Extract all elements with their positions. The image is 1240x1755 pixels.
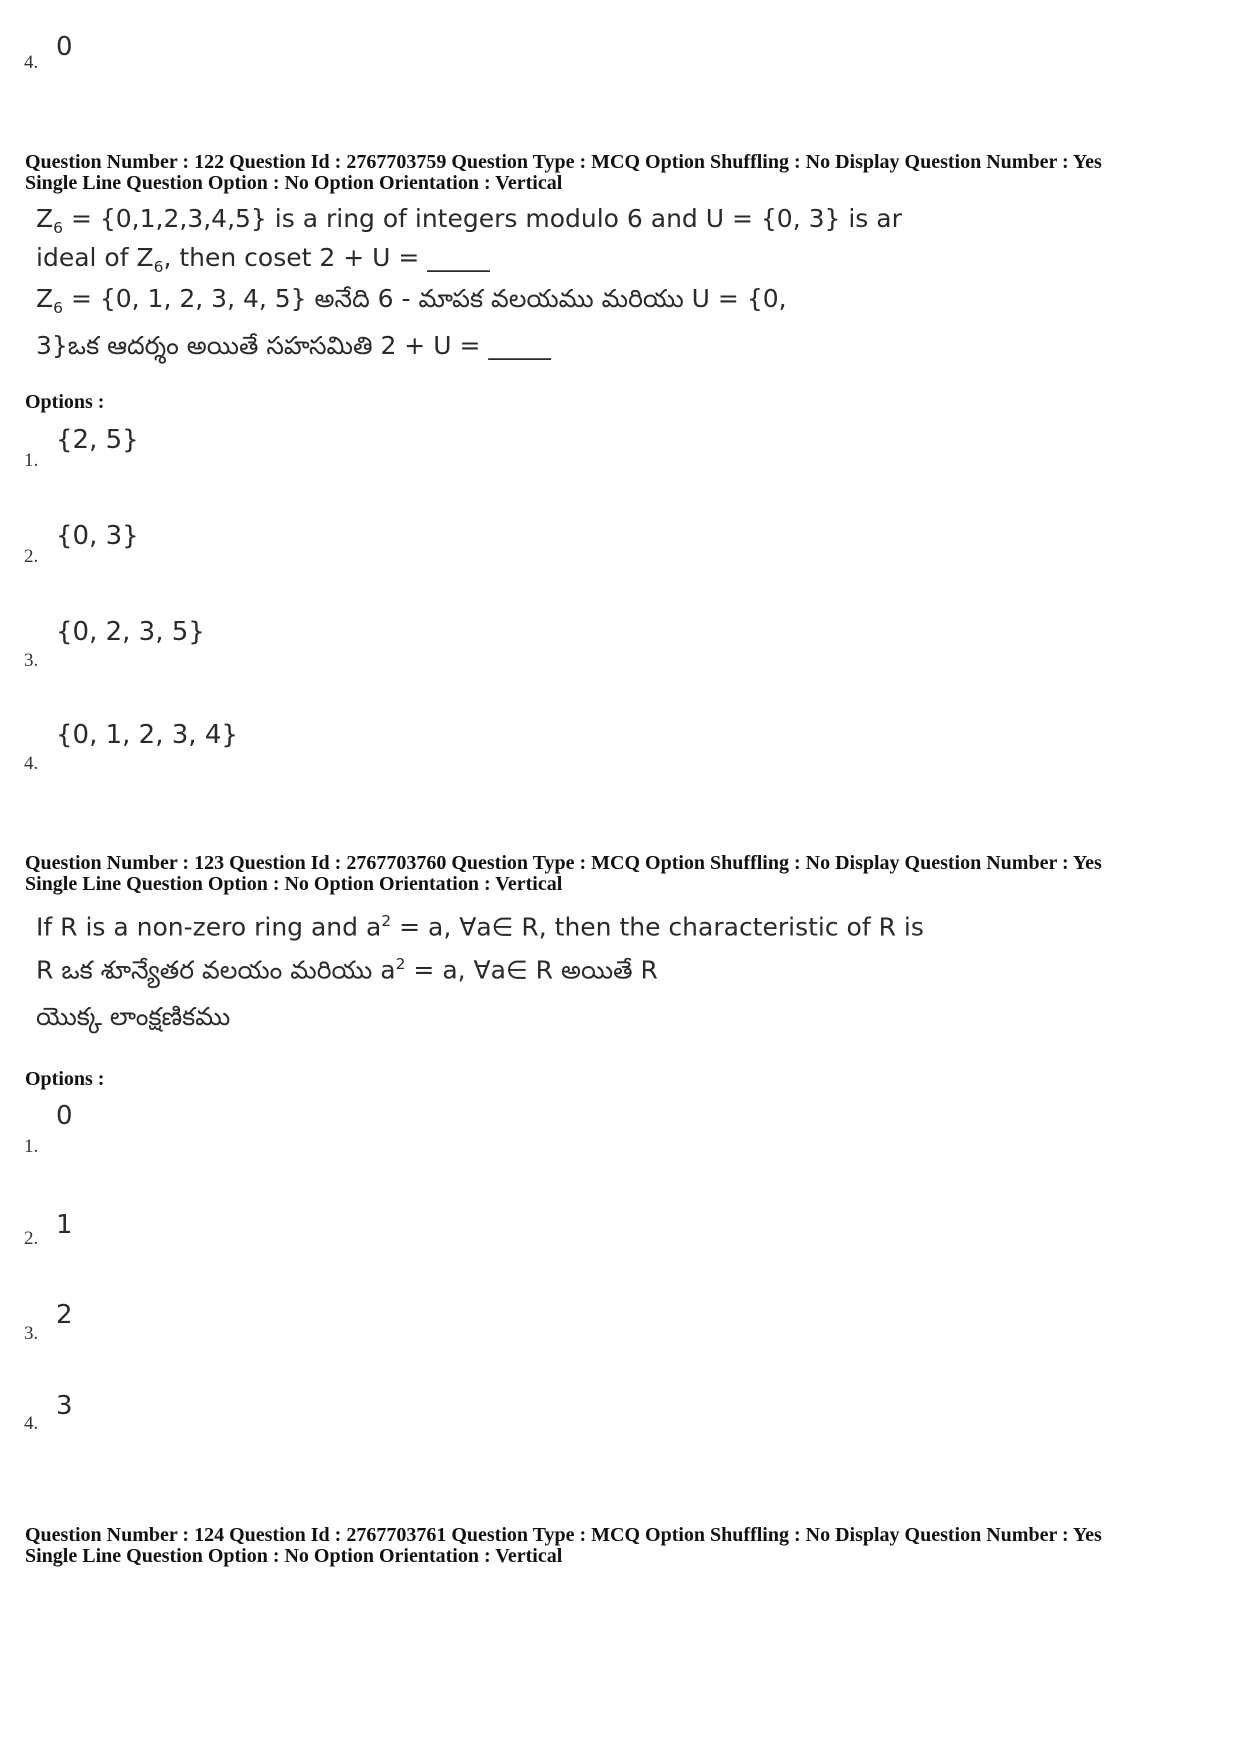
question-text-line: R ఒక శూన్యేతర వలయం మరియు $a^2 = a$, ∀a∈ R అయితే R [36,955,658,985]
option-value: {0, 1, 2, 3, 4} [56,720,238,750]
option-value: {0, 3} [56,521,139,551]
option-number: 3. [24,1323,39,1344]
option-value: {0, 2, 3, 5} [56,617,205,647]
option-number: 1. [24,450,39,471]
option-number: 4. [24,753,39,774]
question-text-line: $Z_6 = \{0,1,2,3,4,5\}$ is a ring of integers modulo 6 and U = {0, 3} is ar [36,204,902,237]
question-text-line: ideal of $Z_6$, then coset 2 + U = _____ [36,243,490,276]
option-number: 4. [24,1413,39,1434]
question-meta-line2: Single Line Question Option : No Option Orientation : Vertical [25,1545,563,1567]
option-number: 1. [24,1136,39,1157]
question-meta-line2: Single Line Question Option : No Option Orientation : Vertical [25,873,563,895]
option-number: 2. [24,546,39,567]
option-number: 3. [24,650,39,671]
question-meta-line2: Single Line Question Option : No Option Orientation : Vertical [25,172,563,194]
option-value: 0 [56,32,73,62]
question-text-line: 3}ఒక ఆదర్శం అయితే సహసమితి 2 + U = _____ [36,331,551,360]
option-number: 2. [24,1228,39,1249]
question-text-line: $Z_6 = \{0$, 1, 2, 3, 4, 5} అనేది 6 - మాపక వలయము మరియు U = {0, [36,284,787,317]
options-label: Options : [25,1068,105,1090]
option-value: 0 [56,1101,73,1131]
question-meta-line1: Question Number : 122 Question Id : 2767703759 Question Type : MCQ Option Shuffling : No Display Question Number : Yes [25,151,1102,173]
question-text-line: యొక్క లాంక్షణికము [36,1002,231,1031]
options-label: Options : [25,391,105,413]
question-meta-line1: Question Number : 123 Question Id : 2767703760 Question Type : MCQ Option Shuffling : No Display Question Number : Yes [25,852,1102,874]
option-value: {2, 5} [56,425,139,455]
option-value: 1 [56,1210,73,1240]
option-value: 3 [56,1391,73,1421]
option-value: 2 [56,1300,73,1330]
question-meta-line1: Question Number : 124 Question Id : 2767703761 Question Type : MCQ Option Shuffling : No Display Question Number : Yes [25,1524,1102,1546]
option-number: 4. [24,52,39,73]
question-text-line: If R is a non-zero ring and $a^2 = a$, ∀a∈ R, then the characteristic of R is [36,912,924,942]
